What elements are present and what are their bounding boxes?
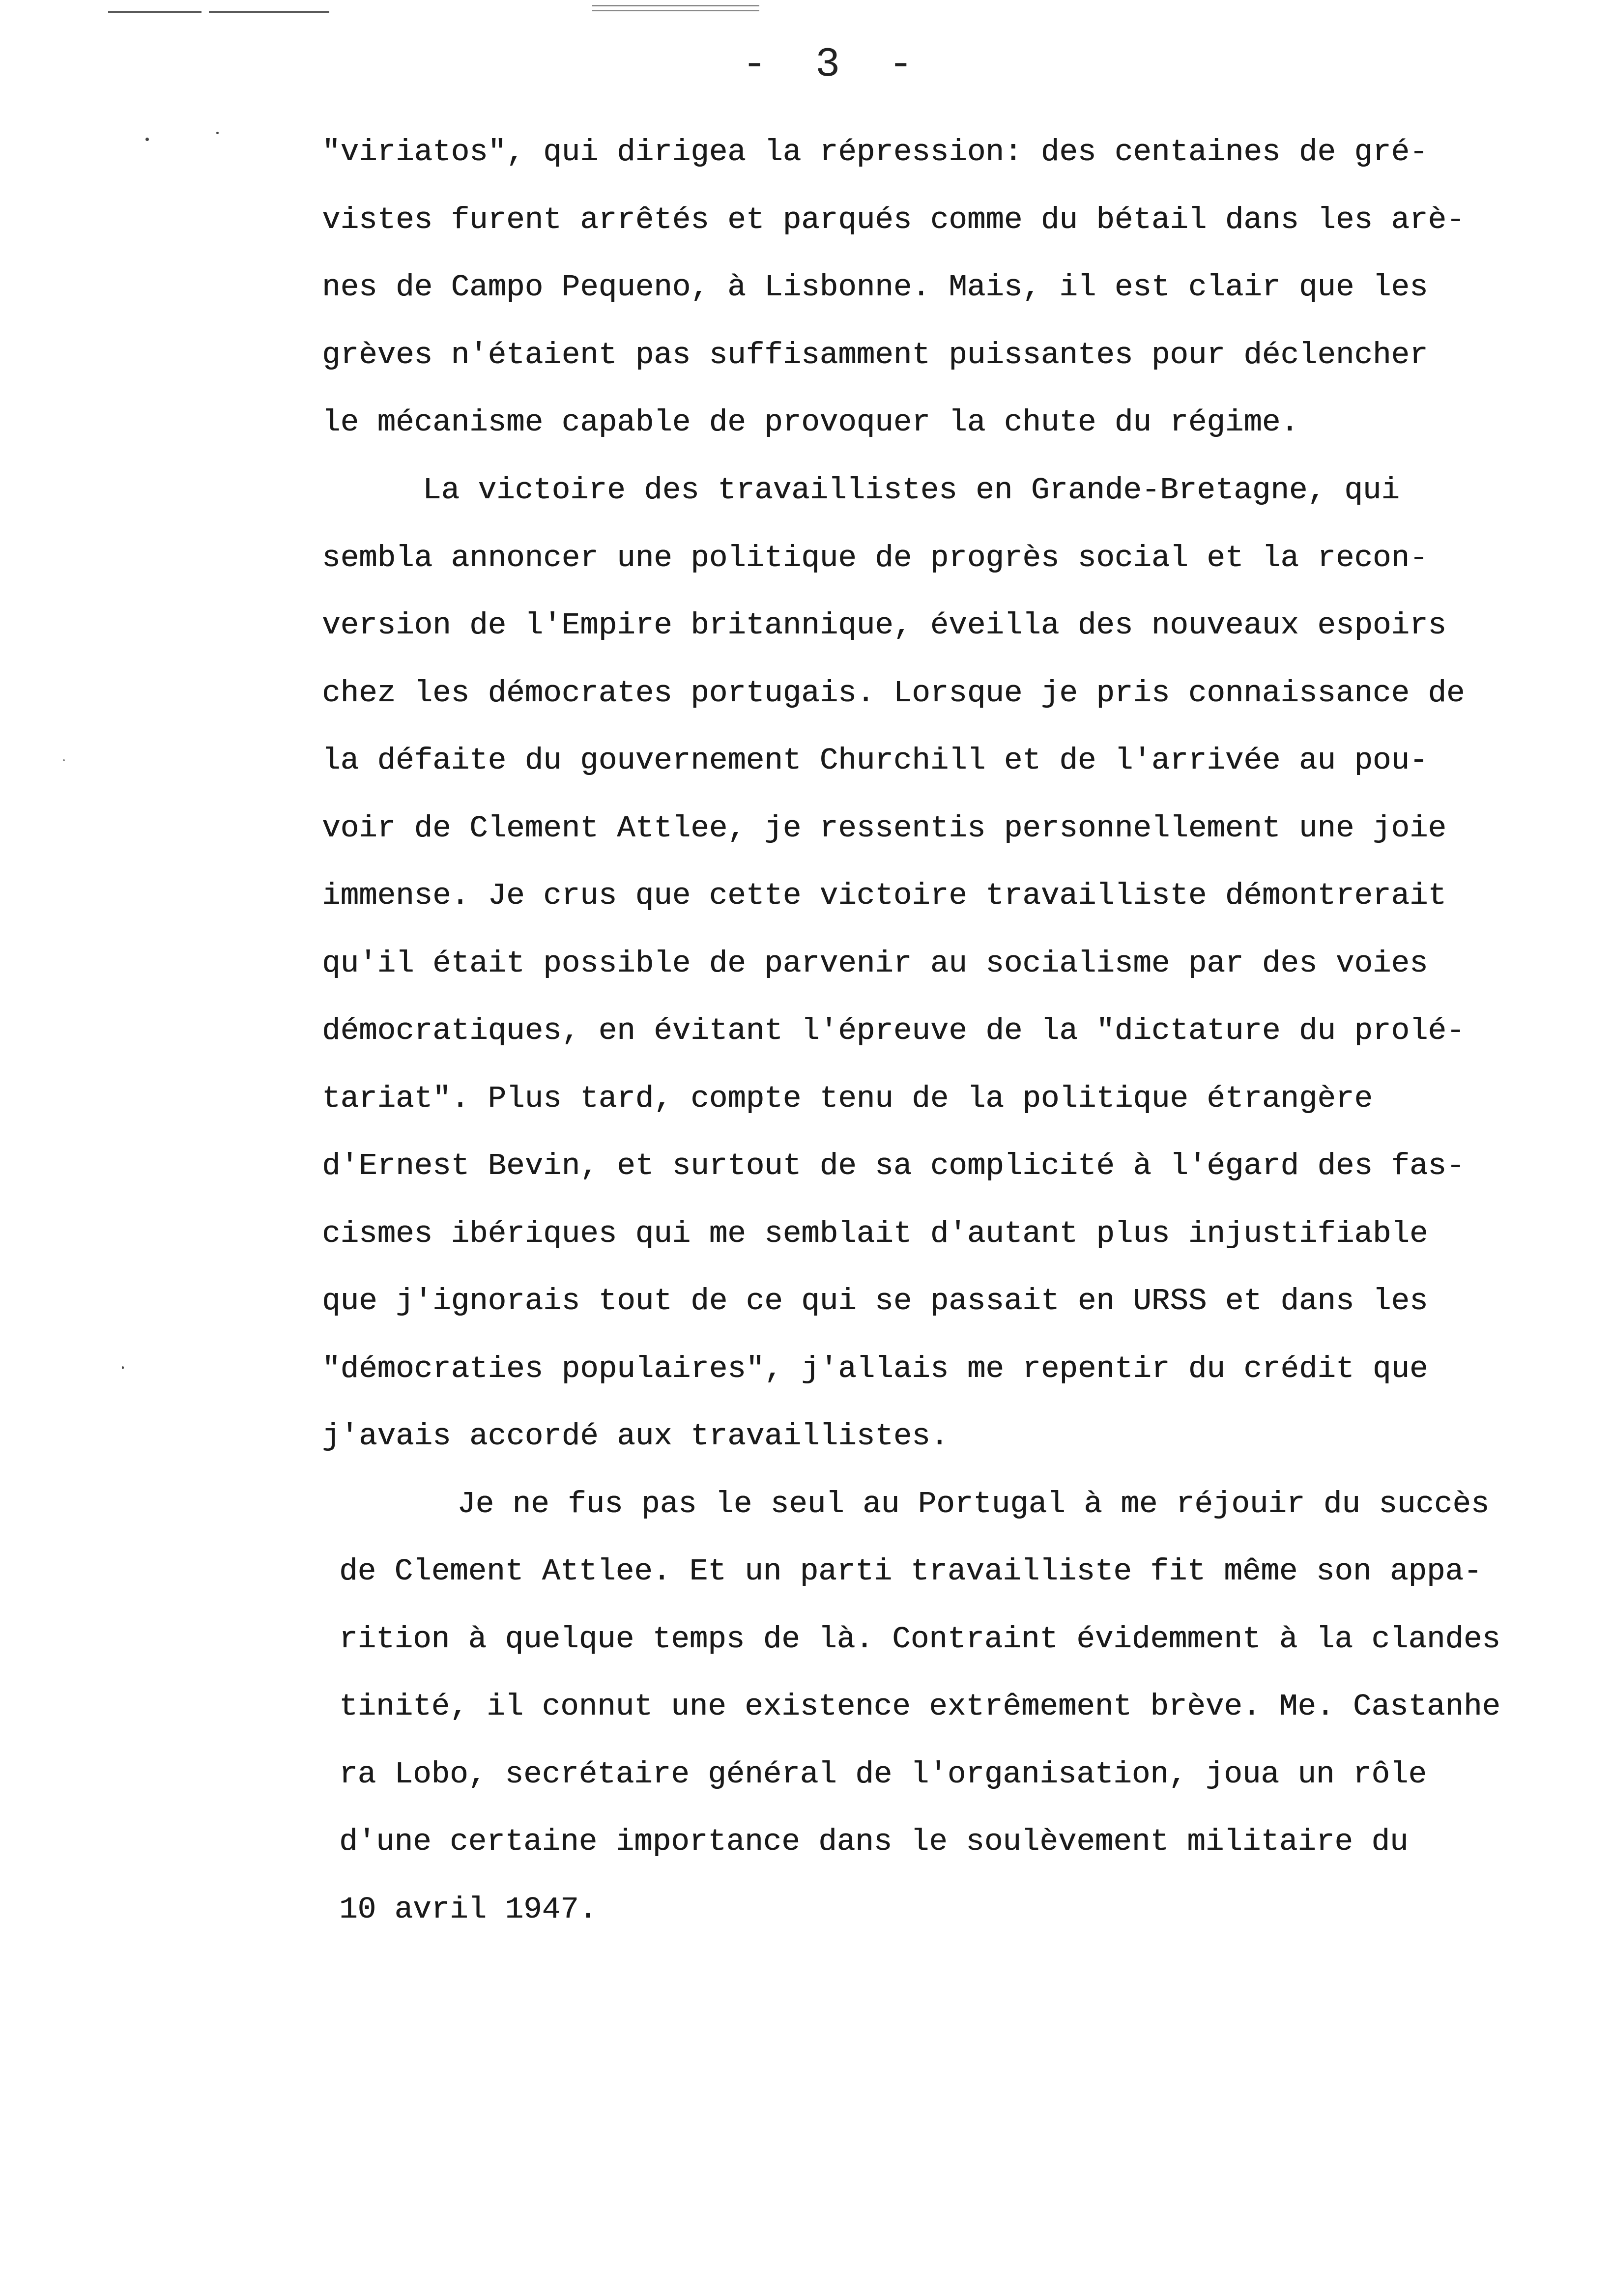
- text-line: d'une certaine importance dans le soulèvement militaire du: [339, 1824, 1409, 1859]
- text-line: "viriatos", qui dirigea la répression: des centaines de gré-: [322, 135, 1428, 170]
- text-line: la défaite du gouvernement Churchill et de l'arrivée au pou-: [322, 743, 1428, 778]
- ink-speck: [122, 1366, 124, 1369]
- page-number: - 3 -: [742, 42, 925, 88]
- text-line: démocratiques, en évitant l'épreuve de la "dictature du prolé-: [322, 1013, 1465, 1048]
- text-line: immense. Je crus que cette victoire travailliste démontrerait: [322, 878, 1446, 913]
- text-line: chez les démocrates portugais. Lorsque je pris connaissance de: [322, 676, 1465, 711]
- text-line: le mécanisme capable de provoquer la chute du régime.: [322, 405, 1299, 440]
- header-rule-left: [108, 11, 202, 13]
- text-line: grèves n'étaient pas suffisamment puissantes pour déclencher: [322, 338, 1428, 373]
- text-line: nes de Campo Pequeno, à Lisbonne. Mais, il est clair que les: [322, 270, 1428, 305]
- text-line: sembla annoncer une politique de progrès social et la recon-: [322, 541, 1428, 575]
- text-line: tariat". Plus tard, compte tenu de la politique étrangère: [322, 1081, 1373, 1116]
- header-rule-left-2: [209, 11, 329, 13]
- text-line: d'Ernest Bevin, et surtout de sa complicité à l'égard des fas-: [322, 1148, 1465, 1183]
- text-line: j'avais accordé aux travaillistes.: [322, 1419, 949, 1454]
- header-rule-center: [592, 5, 759, 6]
- text-line: qu'il était possible de parvenir au socialisme par des voies: [322, 946, 1428, 981]
- text-line: voir de Clement Attlee, je ressentis personnellement une joie: [322, 811, 1446, 846]
- ink-speck: [63, 759, 65, 761]
- text-line: que j'ignorais tout de ce qui se passait en URSS et dans les: [322, 1284, 1428, 1319]
- ink-speck: [145, 138, 149, 141]
- ink-speck: [216, 132, 219, 134]
- text-line: de Clement Attlee. Et un parti travailliste fit même son appa-: [339, 1554, 1482, 1589]
- text-line: version de l'Empire britannique, éveilla des nouveaux espoirs: [322, 608, 1446, 643]
- text-line: vistes furent arrêtés et parqués comme du bétail dans les arè-: [322, 202, 1465, 237]
- text-line: Je ne fus pas le seul au Portugal à me réjouir du succès: [457, 1487, 1490, 1521]
- text-line: tinité, il connut une existence extrêmement brève. Me. Castanhe: [339, 1689, 1500, 1724]
- text-line: rition à quelque temps de là. Contraint évidemment à la clandes: [339, 1622, 1500, 1657]
- text-line: La victoire des travaillistes en Grande-Bretagne, qui: [423, 473, 1400, 508]
- text-line: 10 avril 1947.: [339, 1892, 598, 1927]
- text-line: "démocraties populaires", j'allais me repentir du crédit que: [322, 1351, 1428, 1386]
- text-line: cismes ibériques qui me semblait d'autant plus injustifiable: [322, 1216, 1428, 1251]
- header-rule-center-2: [592, 10, 759, 11]
- text-line: ra Lobo, secrétaire général de l'organisation, joua un rôle: [339, 1757, 1427, 1792]
